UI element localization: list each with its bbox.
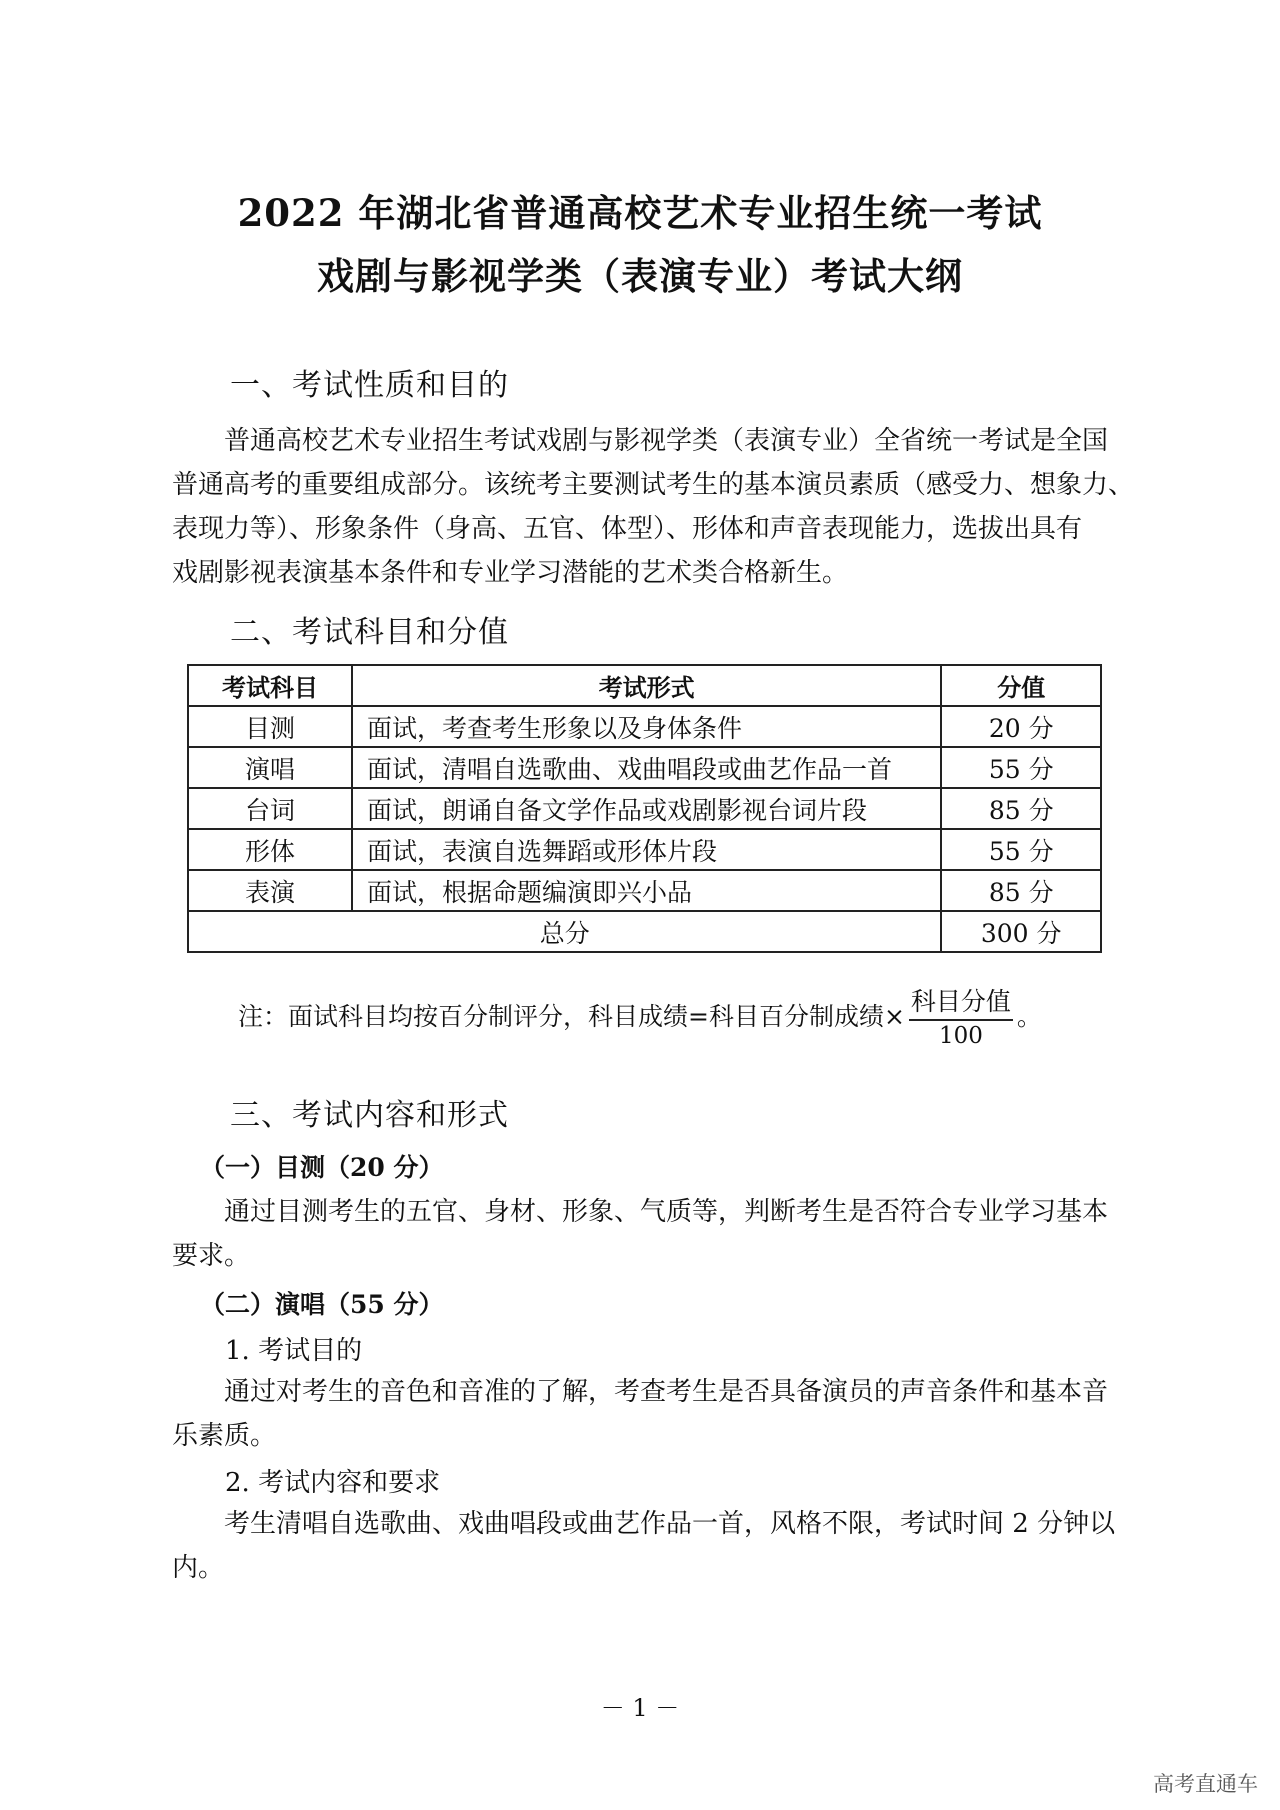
header-score: 分值 (941, 665, 1101, 706)
header-form: 考试形式 (352, 665, 941, 706)
item-content-paragraph (172, 1502, 1116, 1590)
section-heading-2: 二、考试科目和分值 (230, 615, 509, 650)
document-title-line2: 戏剧与影视学类（表演专业）考试大纲 (317, 254, 963, 298)
fraction-denominator: 100 (938, 1023, 983, 1049)
paragraph-line: 普通高考的重要组成部分。该统考主要测试考生的基本演员素质（感受力、想象力、 (172, 470, 1135, 500)
paragraph-line: 考生清唱自选歌曲、戏曲唱段或曲艺作品一首，风格不限，考试时间 2 分钟以 (224, 1509, 1116, 1539)
cell-form: 面试，考查考生形象以及身体条件 (352, 706, 941, 747)
paragraph-line: 通过目测考生的五官、身材、形象、气质等，判断考生是否符合专业学习基本 (224, 1197, 1109, 1227)
cell-total-label: 总分 (188, 911, 941, 952)
cell-score: 20 分 (941, 706, 1101, 747)
subsection-heading-singing: （二）演唱（55 分） (200, 1290, 444, 1319)
cell-score: 55 分 (941, 829, 1101, 870)
cell-subject: 演唱 (188, 747, 352, 788)
cell-score: 85 分 (941, 788, 1101, 829)
subsection-visual-paragraph (172, 1190, 1109, 1278)
cell-form: 面试，根据命题编演即兴小品 (352, 870, 941, 911)
item-heading-purpose: 1. 考试目的 (225, 1336, 363, 1366)
subsection-heading-visual: （一）目测（20 分） (200, 1153, 444, 1182)
item-heading-content: 2. 考试内容和要求 (225, 1468, 441, 1498)
table-row (188, 829, 1101, 870)
paragraph-line: 通过对考生的音色和音准的了解，考查考生是否具备演员的声音条件和基本音 (224, 1377, 1109, 1407)
section-heading-1: 一、考试性质和目的 (230, 368, 509, 403)
cell-subject: 表演 (188, 870, 352, 911)
paragraph-line: 表现力等）、形象条件（身高、五官、体型）、形体和声音表现能力，选拔出具有 (172, 514, 1083, 544)
cell-score: 55 分 (941, 747, 1101, 788)
document-title-line1: 2022 年湖北省普通高校艺术专业招生统一考试 (237, 191, 1043, 235)
note-suffix: 。 (1016, 1002, 1042, 1031)
paragraph-line: 要求。 (172, 1241, 251, 1271)
table-row (188, 870, 1101, 911)
score-table (187, 664, 1102, 953)
header-subject: 考试科目 (188, 665, 352, 706)
cell-score: 85 分 (941, 870, 1101, 911)
note-prefix: 注：面试科目均按百分制评分，科目成绩=科目百分制成绩× (238, 1002, 905, 1031)
cell-subject: 形体 (188, 829, 352, 870)
score-formula-note (238, 983, 1042, 1047)
fraction-numerator: 科目分值 (909, 987, 1013, 1021)
table-row (188, 788, 1101, 829)
page-number: － 1 － (600, 1694, 680, 1722)
cell-total-score: 300 分 (941, 911, 1101, 952)
table-row (188, 747, 1101, 788)
cell-subject: 目测 (188, 706, 352, 747)
cell-form: 面试，清唱自选歌曲、戏曲唱段或曲艺作品一首 (352, 747, 941, 788)
cell-form: 面试，表演自选舞蹈或形体片段 (352, 829, 941, 870)
cell-form: 面试，朗诵自备文学作品或戏剧影视台词片段 (352, 788, 941, 829)
item-purpose-paragraph (172, 1370, 1109, 1458)
cell-subject: 台词 (188, 788, 352, 829)
paragraph-line: 普通高校艺术专业招生考试戏剧与影视学类（表演专业）全省统一考试是全国 (224, 426, 1109, 456)
table-total-row (188, 911, 1101, 952)
formula-fraction (909, 987, 1013, 1051)
section-1-paragraph (172, 419, 1135, 595)
table-header-row (188, 665, 1101, 706)
watermark-text: 高考直通车 (1153, 1772, 1258, 1796)
paragraph-line: 戏剧影视表演基本条件和专业学习潜能的艺术类合格新生。 (172, 558, 849, 588)
table-row (188, 706, 1101, 747)
paragraph-line: 乐素质。 (172, 1421, 277, 1451)
section-heading-3: 三、考试内容和形式 (230, 1098, 509, 1133)
paragraph-line: 内。 (172, 1553, 225, 1583)
